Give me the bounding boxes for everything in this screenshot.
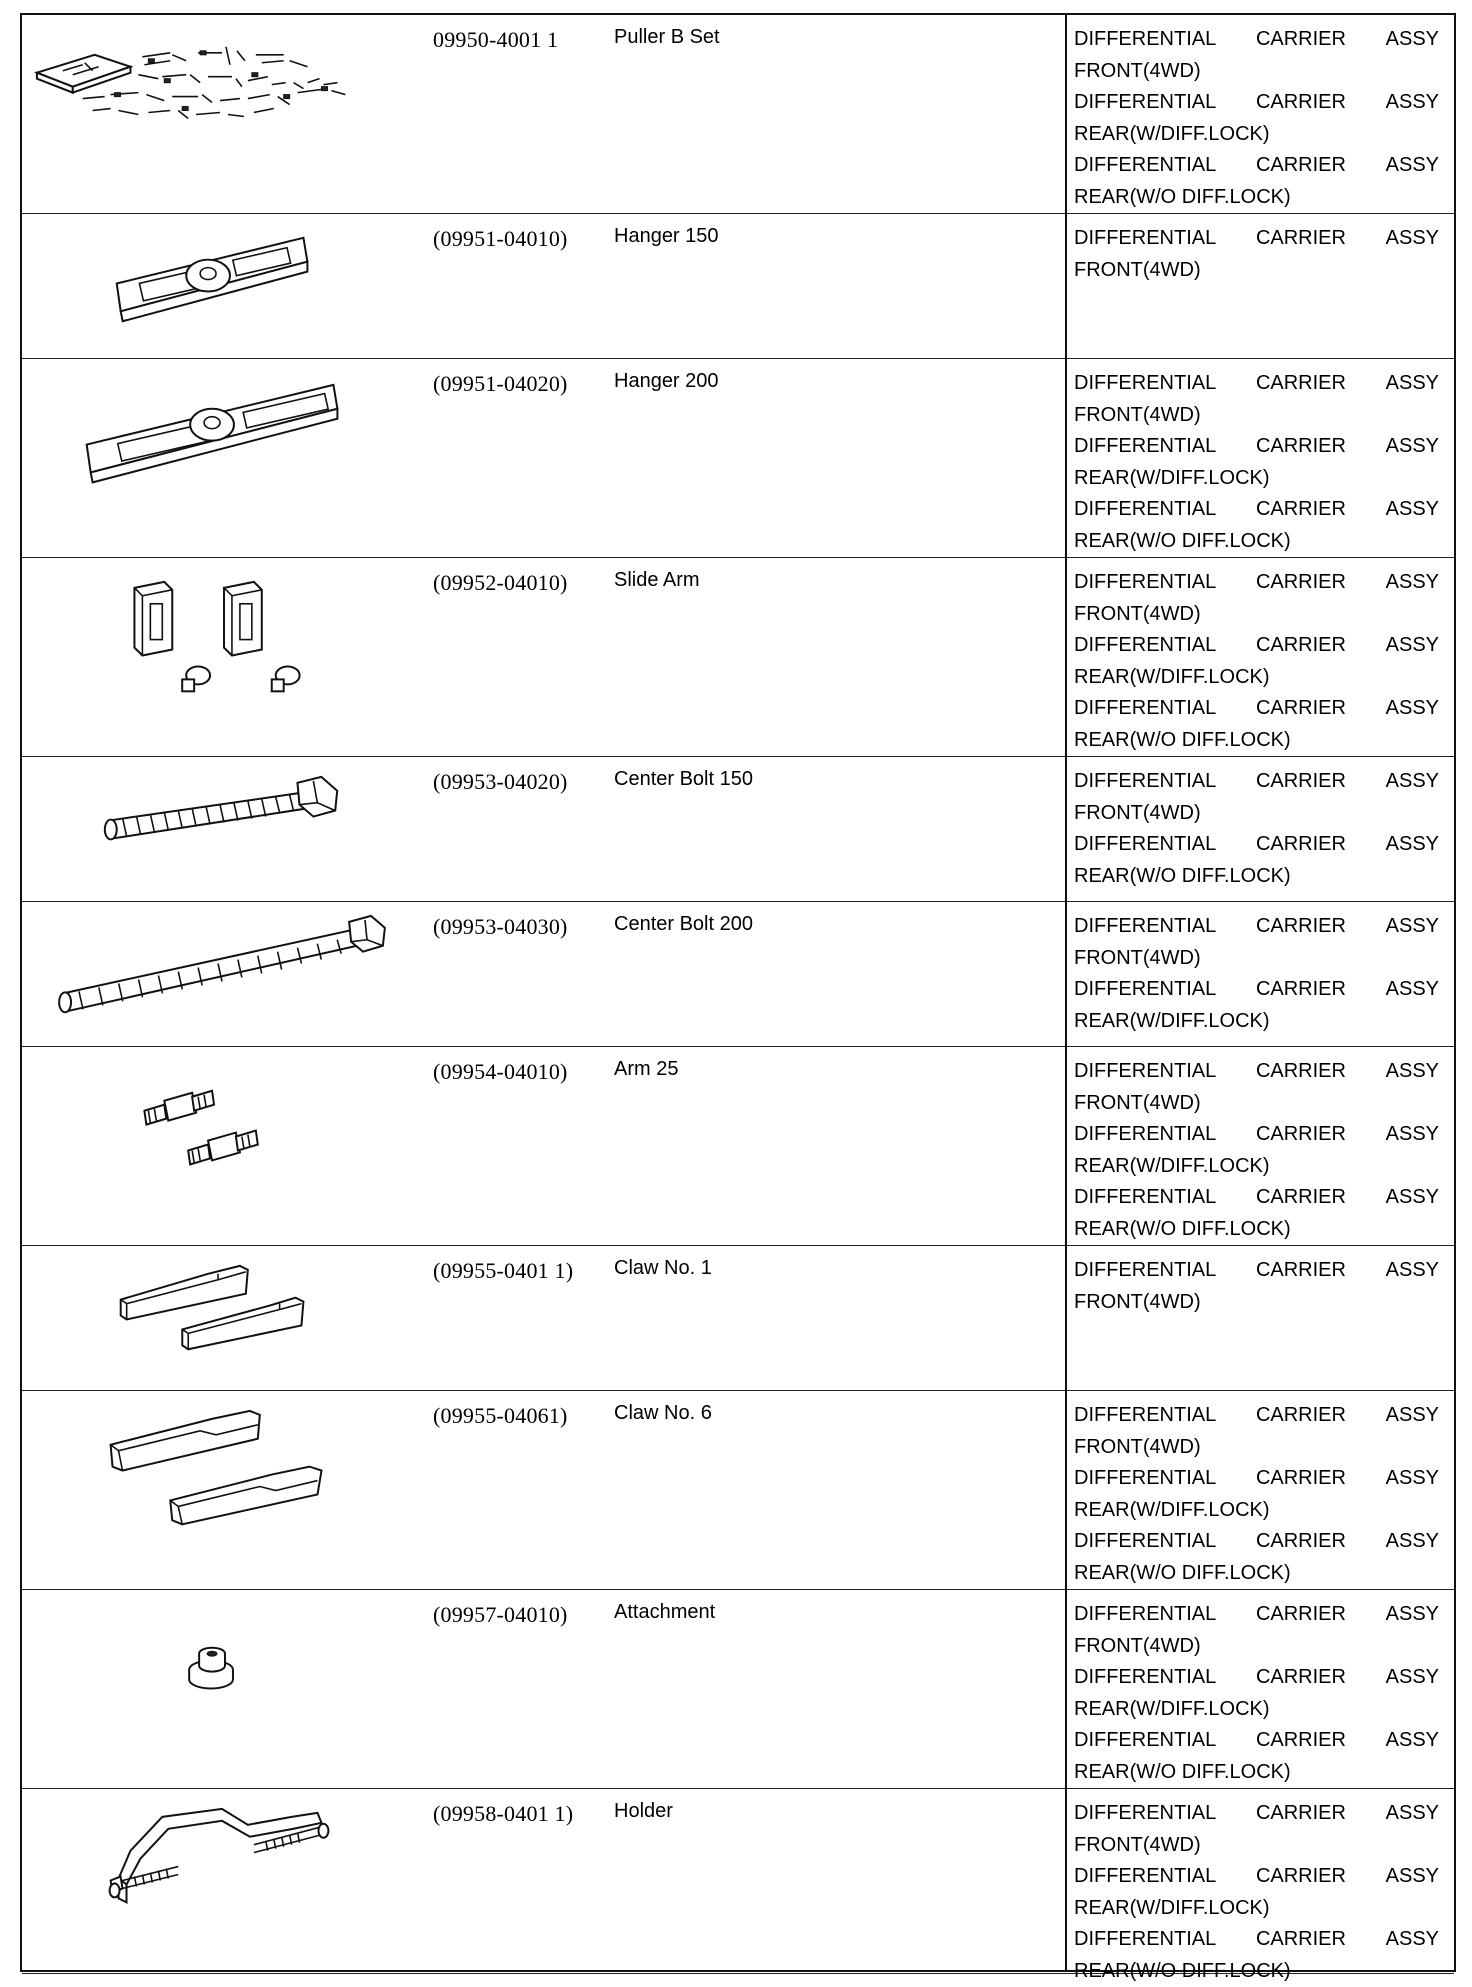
usage-list bbox=[1074, 1255, 1439, 1318]
usage-entry: DIFFERENTIAL CARRIER ASSY FRONT(4WD) bbox=[1074, 1603, 1439, 1657]
part-name: Claw No. 6 bbox=[614, 1402, 712, 1424]
usage-entry: DIFFERENTIAL CARRIER ASSY REAR(W/DIFF.LOCK) bbox=[1074, 978, 1439, 1032]
usage-list bbox=[1074, 24, 1439, 213]
usage-list bbox=[1074, 766, 1439, 892]
center-bolt-150-icon bbox=[22, 757, 422, 901]
table-row bbox=[22, 359, 1454, 558]
usage-entry: DIFFERENTIAL CARRIER ASSY FRONT(4WD) bbox=[1074, 227, 1439, 281]
table-row bbox=[22, 15, 1454, 214]
slide-arm-icon bbox=[22, 558, 422, 756]
usage-list bbox=[1074, 911, 1439, 1037]
usage-entry: DIFFERENTIAL CARRIER ASSY REAR(W/DIFF.LOCK) bbox=[1074, 1123, 1439, 1177]
part-number: (09951-04020) bbox=[433, 371, 568, 396]
part-number: 09950-4001 1 bbox=[433, 27, 559, 52]
table-row bbox=[22, 757, 1454, 902]
usage-entry: DIFFERENTIAL CARRIER ASSY FRONT(4WD) bbox=[1074, 1802, 1439, 1856]
part-number: (09955-04061) bbox=[433, 1403, 568, 1428]
table-row bbox=[22, 1789, 1454, 1982]
hanger-150-icon bbox=[22, 214, 422, 358]
puller-b-set-icon bbox=[22, 15, 422, 213]
part-name: Claw No. 1 bbox=[614, 1257, 712, 1279]
usage-entry: DIFFERENTIAL CARRIER ASSY REAR(W/O DIFF.LOCK) bbox=[1074, 1928, 1439, 1982]
part-number: (09955-0401 1) bbox=[433, 1258, 574, 1283]
usage-entry: DIFFERENTIAL CARRIER ASSY REAR(W/DIFF.LOCK) bbox=[1074, 634, 1439, 688]
usage-list bbox=[1074, 1798, 1439, 1987]
usage-list bbox=[1074, 1400, 1439, 1589]
claw-no-1-icon bbox=[22, 1246, 422, 1390]
column-divider bbox=[1065, 15, 1067, 1970]
usage-entry: DIFFERENTIAL CARRIER ASSY FRONT(4WD) bbox=[1074, 1060, 1439, 1114]
usage-list bbox=[1074, 368, 1439, 557]
usage-entry: DIFFERENTIAL CARRIER ASSY REAR(W/DIFF.LOCK) bbox=[1074, 91, 1439, 145]
table-row bbox=[22, 558, 1454, 757]
usage-entry: DIFFERENTIAL CARRIER ASSY REAR(W/DIFF.LOCK) bbox=[1074, 1865, 1439, 1919]
usage-entry: DIFFERENTIAL CARRIER ASSY FRONT(4WD) bbox=[1074, 1259, 1439, 1313]
arm-25-icon bbox=[22, 1047, 422, 1245]
part-number: (09953-04020) bbox=[433, 769, 568, 794]
attachment-icon bbox=[22, 1590, 422, 1788]
usage-entry: DIFFERENTIAL CARRIER ASSY REAR(W/DIFF.LOCK) bbox=[1074, 1666, 1439, 1720]
part-name: Holder bbox=[614, 1800, 673, 1822]
part-number: (09957-04010) bbox=[433, 1602, 568, 1627]
center-bolt-200-icon bbox=[22, 902, 422, 1046]
part-name: Center Bolt 200 bbox=[614, 913, 753, 935]
part-name: Hanger 200 bbox=[614, 370, 719, 392]
usage-entry: DIFFERENTIAL CARRIER ASSY REAR(W/DIFF.LOCK) bbox=[1074, 1467, 1439, 1521]
table-row bbox=[22, 902, 1454, 1047]
part-number: (09954-04010) bbox=[433, 1059, 568, 1084]
part-number: (09958-0401 1) bbox=[433, 1801, 574, 1826]
usage-entry: DIFFERENTIAL CARRIER ASSY FRONT(4WD) bbox=[1074, 1404, 1439, 1458]
usage-entry: DIFFERENTIAL CARRIER ASSY FRONT(4WD) bbox=[1074, 915, 1439, 969]
usage-entry: DIFFERENTIAL CARRIER ASSY FRONT(4WD) bbox=[1074, 28, 1439, 82]
table-row bbox=[22, 1590, 1454, 1789]
usage-entry: DIFFERENTIAL CARRIER ASSY FRONT(4WD) bbox=[1074, 770, 1439, 824]
part-number: (09951-04010) bbox=[433, 226, 568, 251]
usage-entry: DIFFERENTIAL CARRIER ASSY FRONT(4WD) bbox=[1074, 571, 1439, 625]
table-row bbox=[22, 1391, 1454, 1590]
usage-entry: DIFFERENTIAL CARRIER ASSY REAR(W/O DIFF.LOCK) bbox=[1074, 697, 1439, 751]
usage-entry: DIFFERENTIAL CARRIER ASSY FRONT(4WD) bbox=[1074, 372, 1439, 426]
usage-entry: DIFFERENTIAL CARRIER ASSY REAR(W/O DIFF.LOCK) bbox=[1074, 833, 1439, 887]
part-name: Puller B Set bbox=[614, 26, 720, 48]
usage-entry: DIFFERENTIAL CARRIER ASSY REAR(W/DIFF.LOCK) bbox=[1074, 435, 1439, 489]
usage-entry: DIFFERENTIAL CARRIER ASSY REAR(W/O DIFF.LOCK) bbox=[1074, 498, 1439, 552]
claw-no-6-icon bbox=[22, 1391, 422, 1589]
table-row bbox=[22, 1246, 1454, 1391]
part-number: (09952-04010) bbox=[433, 570, 568, 595]
usage-list bbox=[1074, 1599, 1439, 1788]
part-name: Center Bolt 150 bbox=[614, 768, 753, 790]
usage-list bbox=[1074, 223, 1439, 286]
usage-list bbox=[1074, 567, 1439, 756]
usage-list bbox=[1074, 1056, 1439, 1245]
usage-entry: DIFFERENTIAL CARRIER ASSY REAR(W/O DIFF.LOCK) bbox=[1074, 1530, 1439, 1584]
part-name: Hanger 150 bbox=[614, 225, 719, 247]
usage-entry: DIFFERENTIAL CARRIER ASSY REAR(W/O DIFF.LOCK) bbox=[1074, 1729, 1439, 1783]
part-name: Slide Arm bbox=[614, 569, 700, 591]
usage-entry: DIFFERENTIAL CARRIER ASSY REAR(W/O DIFF.LOCK) bbox=[1074, 154, 1439, 208]
holder-icon bbox=[22, 1789, 422, 1973]
usage-entry: DIFFERENTIAL CARRIER ASSY REAR(W/O DIFF.LOCK) bbox=[1074, 1186, 1439, 1240]
table-row bbox=[22, 214, 1454, 359]
table-row bbox=[22, 1047, 1454, 1246]
part-number: (09953-04030) bbox=[433, 914, 568, 939]
sst-table bbox=[20, 13, 1456, 1982]
hanger-200-icon bbox=[22, 359, 422, 557]
part-name: Arm 25 bbox=[614, 1058, 679, 1080]
part-name: Attachment bbox=[614, 1601, 716, 1623]
